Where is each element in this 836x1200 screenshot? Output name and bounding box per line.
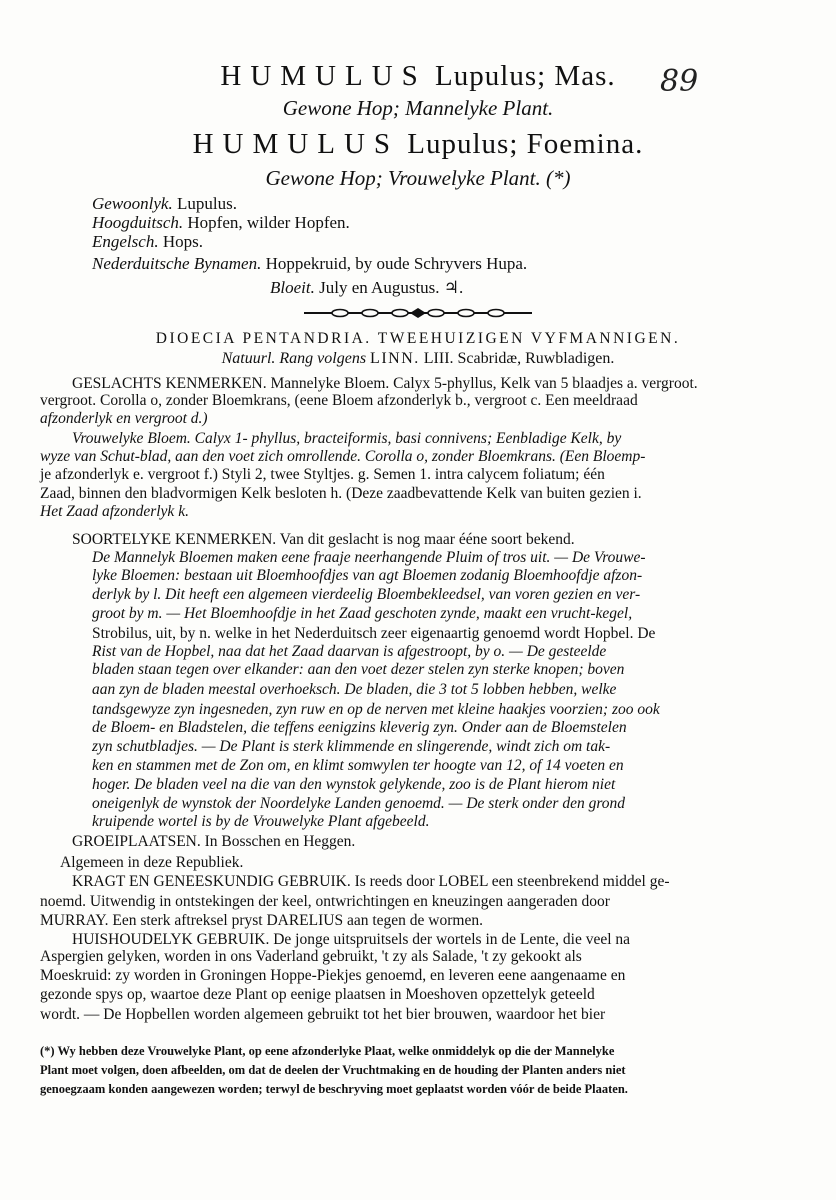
body-line: vergroot. Corolla o, zonder Bloemkrans, (eene Bloem afzonderlyk b., vergroot c. Een meeldraad (40, 392, 638, 409)
body-line: Strobilus, uit, by n. welke in het Nederduitsch zeer eigenaartig genoemd wordt Hopbel. De (92, 625, 656, 642)
ornamental-divider (300, 308, 536, 318)
body-line: ken en stammen met de Zon om, en klimt somwylen ter hoogte van 12, of 14 voeten en (92, 757, 624, 774)
body-line: je afzonderlyk e. vergroot f.) Styli 2, twee Styltjes. g. Semen 1. intra calycem foliatum; één (40, 466, 605, 483)
body-line: aan zyn de bladen meestal overhoeksch. De bladen, die 3 tot 5 lobben hebben, welke (92, 681, 617, 698)
synonym-line (92, 232, 203, 252)
body-line: KRAGT EN GENEESKUNDIG GEBRUIK. Is reeds door LOBEL een steenbrekend middel ge- (72, 873, 670, 890)
body-line: hoger. De bladen veel na die van den wynstok gelykende, zoo is de Plant hierom niet (92, 776, 616, 793)
bloei-text: July en Augustus. ♃. (319, 278, 464, 297)
footnote-line: genoegzaam konden aangewezen worden; terwyl de beschryving moet geplaatst worden vóór de beide Plaaten. (40, 1082, 628, 1096)
body-line: wordt. — De Hopbellen worden algemeen gebruikt tot het bier brouwen, waardoor het bier (40, 1006, 606, 1023)
footnote-line: Plant moet volgen, doen afbeelden, om dat de deelen der Vruchtmaking en de houding der Planten anders niet (40, 1063, 626, 1077)
body-line: Algemeen in deze Republiek. (60, 854, 244, 871)
body-line: zyn schutbladjes. — De Plant is sterk klimmende en slingerende, windt zich om tak- (92, 738, 611, 755)
body-line: noemd. Uitwendig in ontstekingen der keel, ontwrichtingen en kneuzingen aangeraden door (40, 893, 610, 910)
natural-rank-line (0, 350, 836, 368)
synonym-label: Engelsch. (92, 232, 159, 251)
body-line: HUISHOUDELYK GEBRUIK. De jonge uitspruitsels der wortels in de Lente, die veel na (72, 931, 631, 948)
title-genus: HUMULUS (220, 60, 427, 92)
body-line: Moeskruid: zy worden in Groningen Hoppe-Piekjes genoemd, en leveren eene aangenaame en (40, 967, 626, 984)
body-line: groot by m. — Het Bloemhoofdje in het Zaad geschoten zynde, maakt een vrucht-kegel, (92, 605, 633, 622)
synonym-line (92, 213, 350, 233)
body-line: Zaad, binnen den bladvormigen Kelk besloten h. (Deze zaadbevattende Kelk van buiten gezien i. (40, 485, 642, 502)
synonym-text: Hoppekruid, by oude Schryvers Hupa. (265, 254, 528, 273)
title-genus: HUMULUS (192, 128, 400, 160)
body-line: Rist van de Hopbel, naa dat het Zaad daarvan is afgestroopt, by o. — De gesteelde (92, 643, 607, 660)
subtitle-male: Gewone Hop; Mannelyke Plant. (282, 96, 554, 120)
body-line: MURRAY. Een sterk aftreksel pryst DARELIUS aan tegen de wormen. (40, 912, 483, 929)
footnote-line: (*) Wy hebben deze Vrouwelyke Plant, op eene afzonderlyke Plaat, welke onmiddelyk op die der Mannelyke (40, 1044, 615, 1058)
synonym-label: Nederduitsche Bynamen. (92, 254, 262, 273)
synonym-text: Lupulus. (176, 194, 237, 213)
rang-text: LIII. Scabridæ, Ruwbladigen. (423, 350, 615, 367)
body-line: GROEIPLAATSEN. In Bosschen en Heggen. (72, 833, 356, 850)
linnaeus-name: LINN. (370, 350, 420, 367)
body-line: SOORTELYKE KENMERKEN. Van dit geslacht is nog maar ééne soort bekend. (72, 531, 575, 548)
page-number: 89 (660, 64, 699, 99)
body-line: afzonderlyk en vergroot d.) (40, 410, 208, 427)
title-species: Lupulus; Foemina. (407, 128, 644, 160)
body-line: oneigenlyk de wynstok der Noordelyke Landen genoemd. — De sterk onder den grond (92, 795, 626, 812)
body-line: gezonde spys op, waartoe deze Plant op eenige plaatsen in Moeshoven opzettelyk geteeld (40, 986, 595, 1003)
synonym-line (92, 254, 527, 274)
body-line: kruipende wortel is by de Vrouwelyke Plant afgebeeld. (92, 813, 430, 830)
synonym-label: Gewoonlyk. (92, 194, 173, 213)
body-line: Aspergien gelyken, worden in ons Vaderland gebruikt, 't zy als Salade, 't zy gekookt als (40, 948, 582, 965)
bloei-label: Bloeit. (270, 278, 315, 297)
body-line: derlyk by l. Dit heeft een algemeen vierdeelig Bloembekleedsel, van voren gezien en ver- (92, 586, 641, 603)
title-male (0, 60, 836, 93)
body-line: wyze van Schut-blad, aan den voet zich omrollende. Corolla o, zonder Bloemkrans. (Een Bloemp- (40, 448, 646, 465)
synonym-text: Hopfen, wilder Hopfen. (187, 213, 350, 232)
body-line: tandsgewyze zyn ingesneden, zyn ruw en op de nerven met kleine haakjes voorzien; zoo ook (92, 701, 660, 718)
body-line: De Mannelyk Bloemen maken eene fraaje neerhangende Pluim of tros uit. — De Vrouwe- (92, 549, 646, 566)
synonym-line (92, 194, 237, 214)
body-line: bladen staan tegen over elkander: aan den voet dezer stelen zyn sterke knopen; boven (92, 661, 625, 678)
synonym-label: Hoogduitsch. (92, 213, 184, 232)
title-female (0, 128, 836, 161)
body-line: lyke Bloemen: bestaan uit Bloemhoofdjes van agt Bloemen zodanig Bloemhoofdje afzon- (92, 567, 643, 584)
rang-label: Natuurl. Rang volgens (221, 350, 367, 367)
bloei-line (270, 278, 463, 298)
classification-heading: DIOECIA PENTANDRIA. TWEEHUIZIGEN VYFMANNIGEN. (155, 330, 681, 347)
title-species: Lupulus; Mas. (435, 60, 616, 92)
body-line: GESLACHTS KENMERKEN. Mannelyke Bloem. Calyx 5-phyllus, Kelk van 5 blaadjes a. vergroot. (72, 375, 698, 392)
subtitle-female: Gewone Hop; Vrouwelyke Plant. (*) (265, 166, 571, 190)
body-line: Vrouwelyke Bloem. Calyx 1- phyllus, bracteiformis, basi connivens; Eenbladige Kelk, by (72, 430, 622, 447)
body-line: Het Zaad afzonderlyk k. (40, 503, 189, 520)
body-line: de Bloem- en Bladstelen, die teffens eenigzins kleverig zyn. Onder aan de Bloemstelen (92, 719, 627, 736)
synonym-text: Hops. (162, 232, 203, 251)
